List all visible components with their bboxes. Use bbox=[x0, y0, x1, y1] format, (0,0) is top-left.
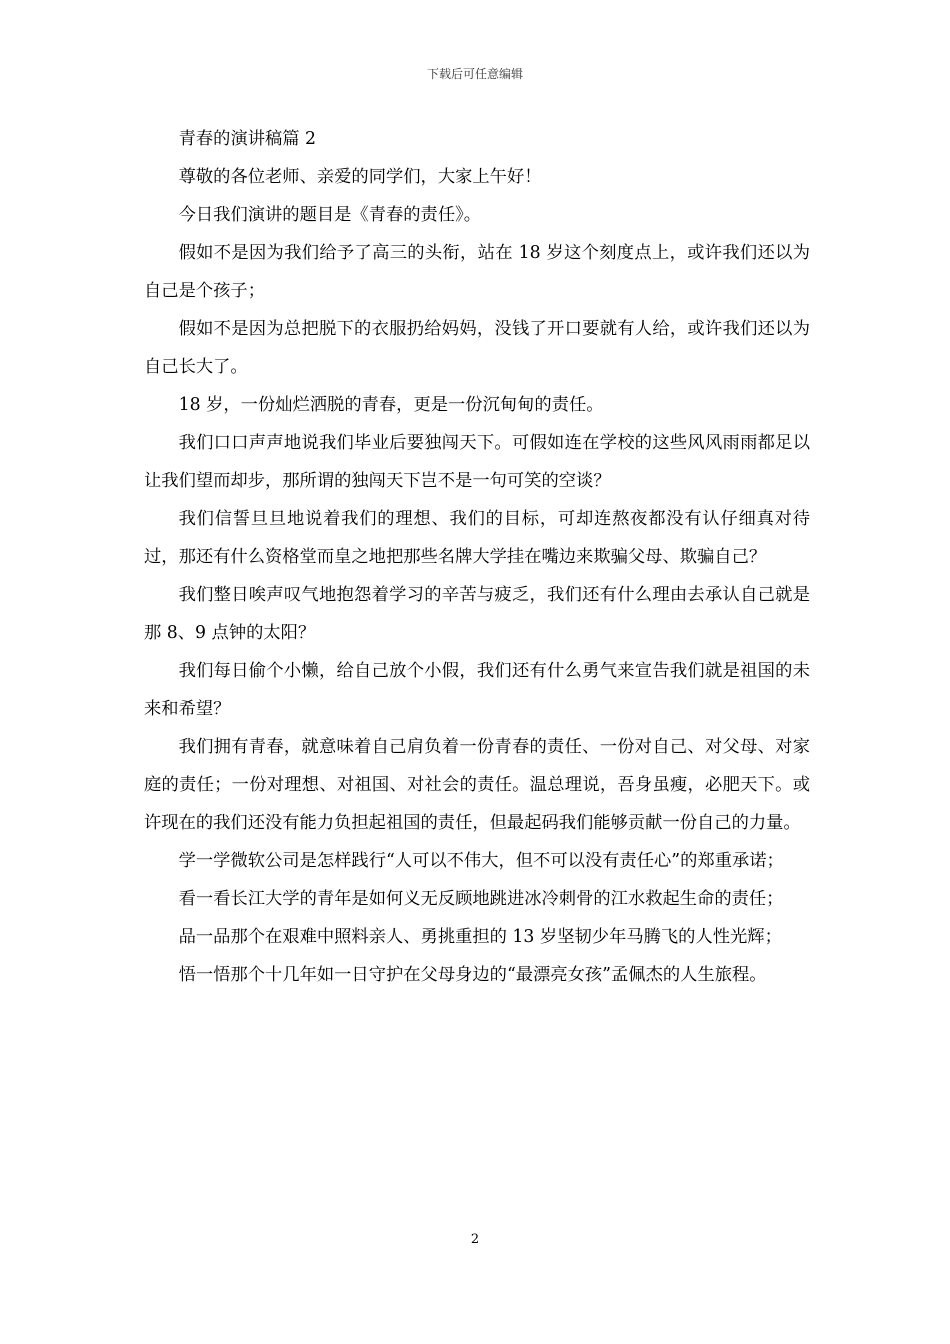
paragraph-title: 青春的演讲稿篇 2 bbox=[178, 129, 317, 149]
paragraph: 我们每日偷个小懒，给自己放个小假，我们还有什么勇气来宣告我们就是祖国的未来和希望？ bbox=[144, 661, 810, 719]
paragraph: 品一品那个在艰难中照料亲人、勇挑重担的 13 岁坚韧少年马腾飞的人性光辉； bbox=[178, 927, 782, 947]
paragraph: 假如不是因为总把脱下的衣服扔给妈妈，没钱了开口要就有人给，或许我们还以为自己长大了。 bbox=[144, 319, 810, 377]
paragraph: 我们信誓旦旦地说着我们的理想、我们的目标，可却连熬夜都没有认仔细真对待过，那还有什么资格堂而皇之地把那些名牌大学挂在嘴边来欺骗父母、欺骗自己？ bbox=[144, 509, 810, 567]
document-body bbox=[144, 120, 810, 994]
paragraph: 我们整日唉声叹气地抱怨着学习的辛苦与疲乏，我们还有什么理由去承认自己就是那 8、9 点钟的太阳？ bbox=[144, 585, 810, 643]
page-header: 下载后可任意编辑 bbox=[426, 67, 523, 81]
paragraph: 18 岁，一份灿烂洒脱的青春，更是一份沉甸甸的责任。 bbox=[178, 395, 604, 415]
paragraph: 悟一悟那个十几年如一日守护在父母身边的“最漂亮女孩”孟佩杰的人生旅程。 bbox=[178, 965, 767, 985]
paragraph: 看一看长江大学的青年是如何义无反顾地跳进冰冷刺骨的江水救起生命的责任； bbox=[178, 889, 784, 909]
paragraph: 今日我们演讲的题目是《青春的责任》。 bbox=[178, 205, 482, 225]
paragraph-greeting: 尊敬的各位老师、亲爱的同学们，大家上午好！ bbox=[178, 167, 542, 187]
paragraph: 我们拥有青春，就意味着自己肩负着一份青春的责任、一份对自己、对父母、对家庭的责任；一份对理想、对祖国、对社会的责任。温总理说，吾身虽瘦，必肥天下。或许现在的我们还没有能力负担起祖国的责任，但最起码我们能够贡献一份自己的力量。 bbox=[144, 737, 810, 833]
paragraph: 假如不是因为我们给予了高三的头衔，站在 18 岁这个刻度点上，或许我们还以为自己是个孩子； bbox=[144, 243, 810, 301]
page-number: 2 bbox=[470, 1232, 480, 1247]
paragraph: 我们口口声声地说我们毕业后要独闯天下。可假如连在学校的这些风风雨雨都足以让我们望而却步，那所谓的独闯天下岂不是一句可笑的空谈？ bbox=[144, 433, 810, 491]
paragraph: 学一学微软公司是怎样践行“人可以不伟大，但不可以没有责任心”的郑重承诺； bbox=[178, 851, 784, 871]
